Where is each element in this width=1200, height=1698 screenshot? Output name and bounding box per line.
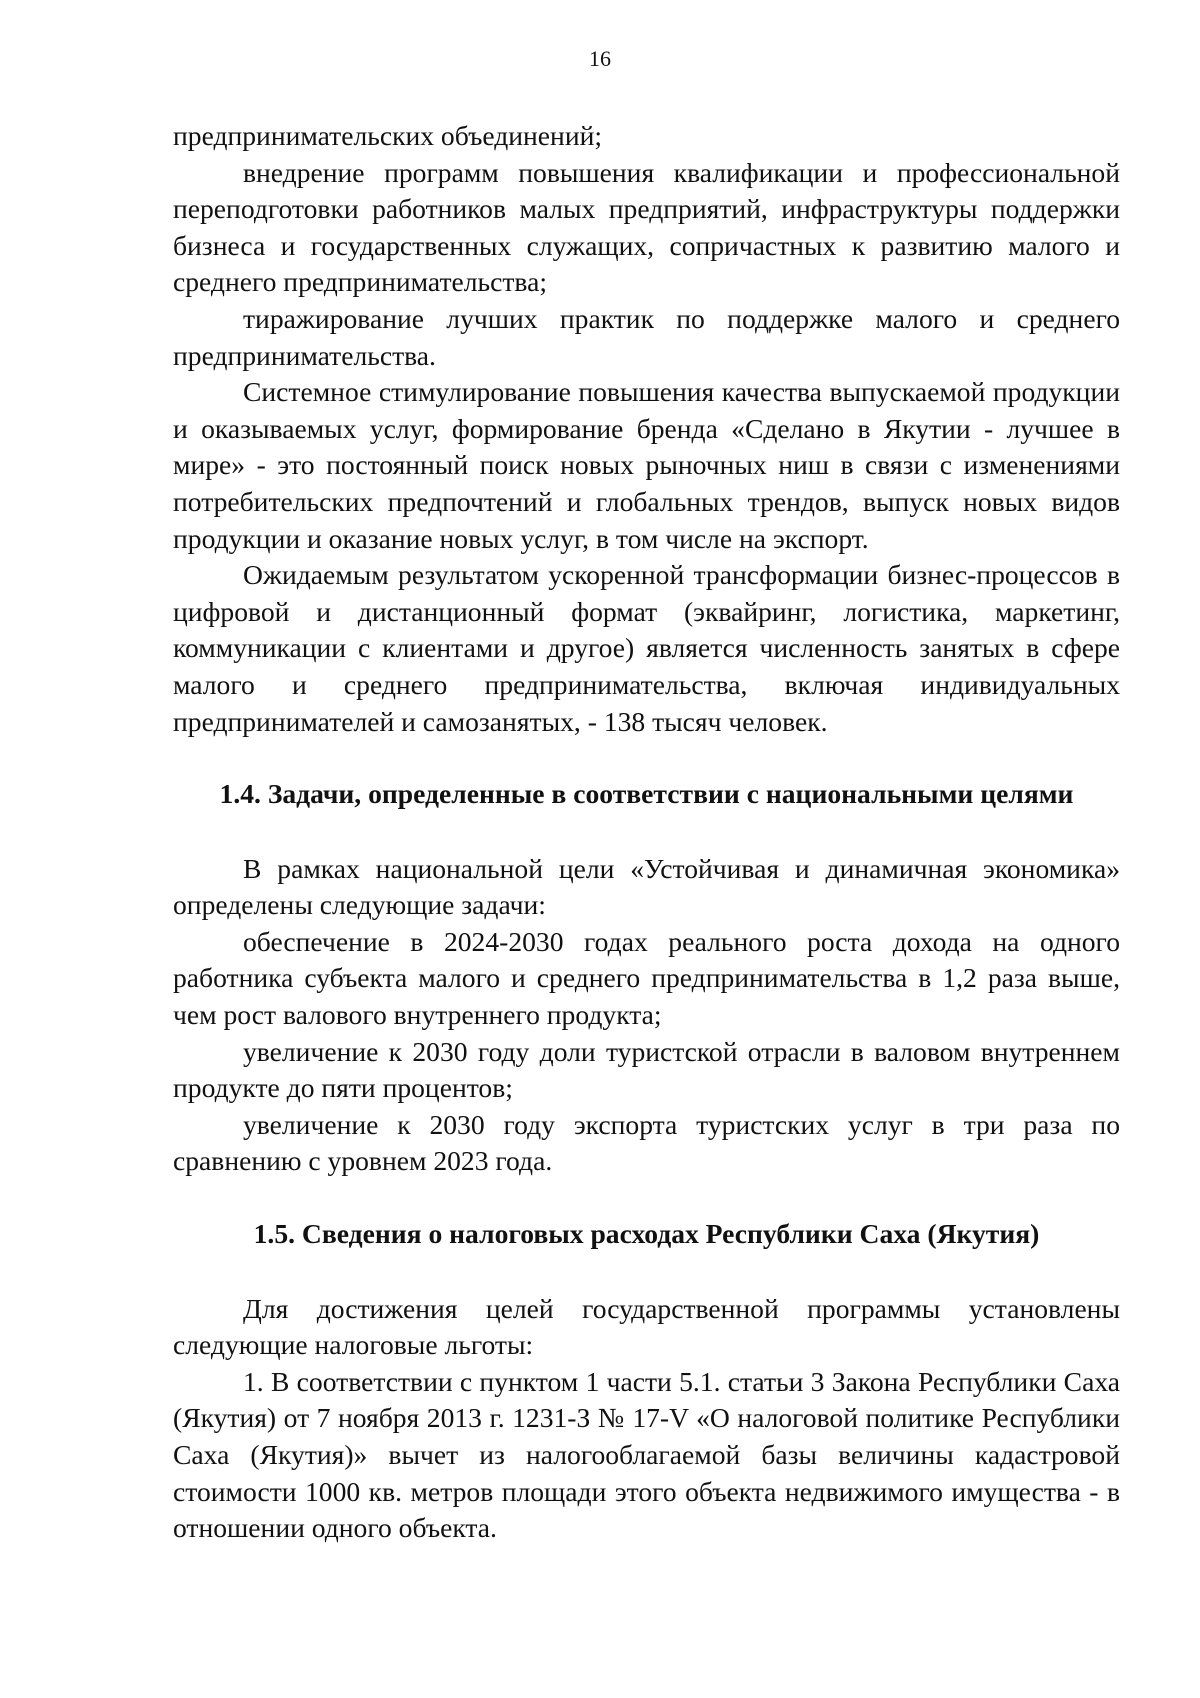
section-heading-1-5: 1.5. Сведения о налоговых расходах Республики Саха (Якутия) xyxy=(253,1218,1040,1250)
section-heading-1-4: 1.4. Задачи, определенные в соответствии с национальными целями xyxy=(219,778,1074,810)
document-body xyxy=(173,118,1120,1547)
spacer xyxy=(173,1180,1120,1216)
spacer xyxy=(173,740,1120,776)
paragraph: увеличение к 2030 году доли туристской отрасли в валовом внутреннем продукте до пяти процентов; xyxy=(173,1035,1120,1104)
page-number: 16 xyxy=(589,46,611,71)
paragraph: внедрение программ повышения квалификации и профессиональной переподготовки работников малых предприятий, инфраструктуры поддержки бизнеса и государственных служащих, сопричастных к развитию малого и среднего предпринимательства; xyxy=(173,156,1120,298)
paragraph: В рамках национальной цели «Устойчивая и динамичная экономика» определены следующие задачи: xyxy=(173,852,1120,921)
paragraph: тиражирование лучших практик по поддержке малого и среднего предпринимательства. xyxy=(173,302,1120,371)
paragraph: Ожидаемым результатом ускоренной трансформации бизнес-процессов в цифровой и дистанционный формат (эквайринг, логистика, маркетинг, коммуникации с клиентами и другое) является численность занятых в сфере малого и среднего предпринимательства, включая индивидуальных предпринимателей и самозанятых, - 138 тысяч человек. xyxy=(173,559,1120,737)
paragraph: 1. В соответствии с пунктом 1 части 5.1. статьи 3 Закона Республики Саха (Якутия) от 7 ноября 2013 г. 1231-З № 17-V «О налоговой политике Республики Саха (Якутия)» вычет из налогооблагаемой базы величины кадастровой стоимости 1000 кв. метров площади этого объекта недвижимого имущества - в отношении одного объекта. xyxy=(173,1365,1120,1544)
spacer xyxy=(173,1253,1120,1291)
paragraph: обеспечение в 2024-2030 годах реального роста дохода на одного работника субъекта малого и среднего предпринимательства в 1,2 раза выше, чем рост валового внутреннего продукта; xyxy=(173,925,1120,1031)
paragraph: предпринимательских объединений; xyxy=(173,120,603,151)
spacer xyxy=(173,813,1120,851)
paragraph: Для достижения целей государственной программы установлены следующие налоговые льготы: xyxy=(173,1292,1120,1361)
paragraph: увеличение к 2030 году экспорта туристских услуг в три раза по сравнению с уровнем 2023 года. xyxy=(173,1108,1120,1177)
paragraph: Системное стимулирование повышения качества выпускаемой продукции и оказываемых услуг, формирование бренда «Сделано в Якутии - лучшее в мире» - это постоянный поиск новых рыночных ниш в связи с изменениями потребительских предпочтений и глобальных трендов, выпуск новых видов продукции и оказание новых услуг, в том числе на экспорт. xyxy=(173,376,1120,554)
